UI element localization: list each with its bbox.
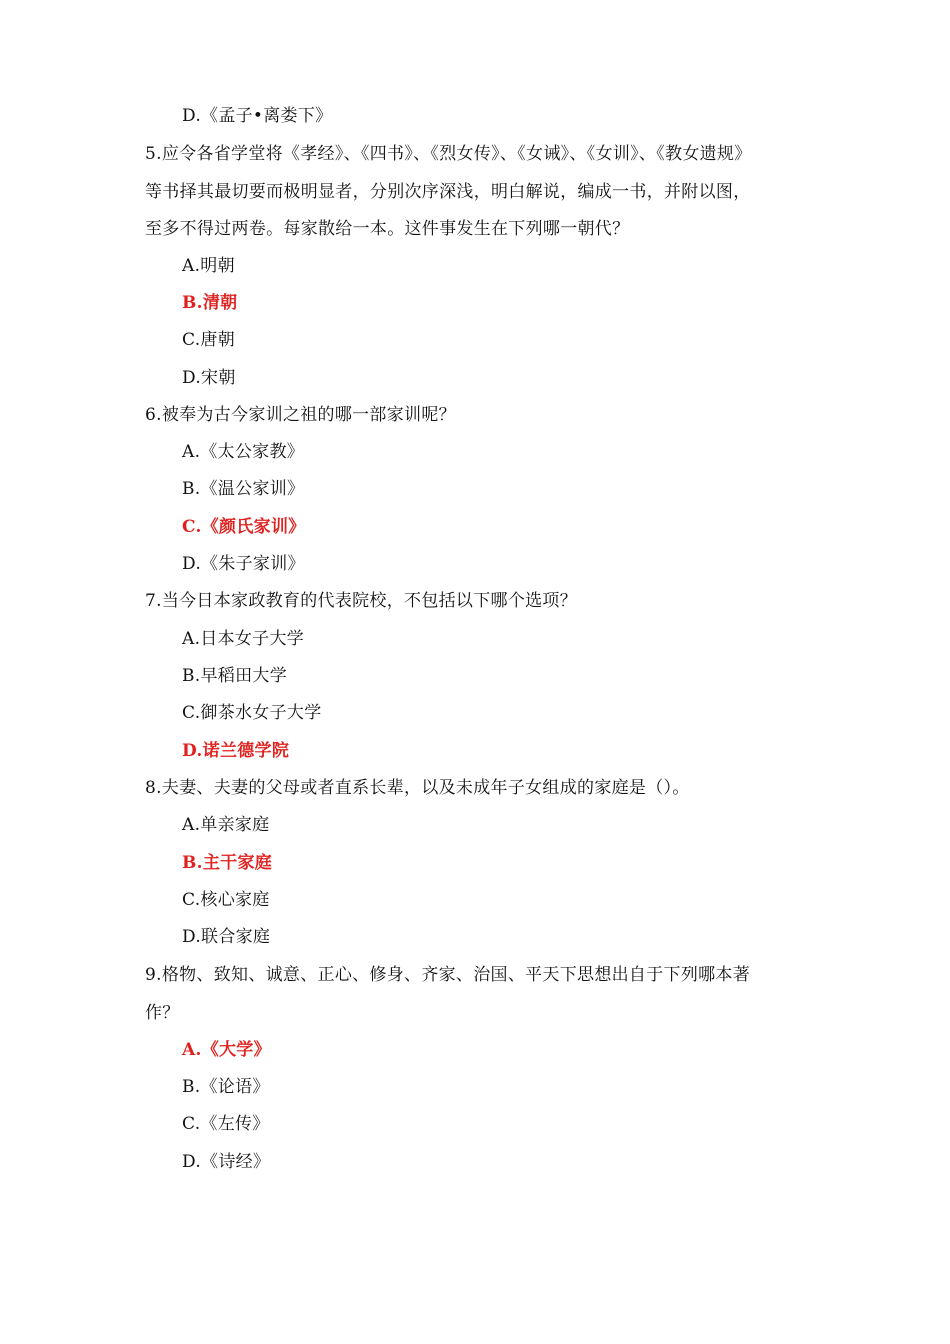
option-d: D.联合家庭 bbox=[182, 927, 271, 947]
option-c: C.《左传》 bbox=[182, 1114, 270, 1134]
option-b-correct-answer: B.清朝 bbox=[182, 293, 238, 313]
option-c: C.唐朝 bbox=[182, 330, 236, 350]
option-a: A.《太公家教》 bbox=[182, 442, 305, 462]
option-b: B.《论语》 bbox=[182, 1077, 270, 1097]
question-stem-line: 8.夫妻、夫妻的父母或者直系长辈，以及未成年子女组成的家庭是（）。 bbox=[145, 778, 690, 798]
option-c: C.御茶水女子大学 bbox=[182, 703, 322, 723]
question-stem-line: 5.应令各省学堂将《孝经》、《四书》、《烈女传》、《女诫》、《女训》、《教女遗规》 bbox=[145, 144, 752, 164]
option-b-correct-answer: B.主干家庭 bbox=[182, 853, 273, 873]
option-a: A.单亲家庭 bbox=[182, 815, 270, 835]
question-stem-line: 6.被奉为古今家训之祖的哪一部家训呢？ bbox=[145, 405, 456, 425]
option-d: D.《诗经》 bbox=[182, 1152, 271, 1172]
option-c: C.核心家庭 bbox=[182, 890, 270, 910]
option-a: A.明朝 bbox=[182, 256, 235, 276]
option-c-correct-answer: C.《颜氏家训》 bbox=[182, 517, 306, 537]
option-b: B.早稻田大学 bbox=[182, 666, 287, 686]
question-stem-line: 至多不得过两卷。每家散给一本。这件事发生在下列哪一朝代？ bbox=[145, 219, 630, 239]
option-prev-d: D.《孟子•离娄下》 bbox=[182, 106, 333, 126]
option-a: A.日本女子大学 bbox=[182, 629, 305, 649]
question-stem-line: 9.格物、致知、诚意、正心、修身、齐家、治国、平天下思想出自于下列哪本著 bbox=[145, 965, 751, 985]
option-d: D.《朱子家训》 bbox=[182, 554, 305, 574]
option-d-correct-answer: D.诺兰德学院 bbox=[182, 741, 290, 761]
question-stem-line: 7.当今日本家政教育的代表院校，不包括以下哪个选项？ bbox=[145, 591, 578, 611]
option-d: D.宋朝 bbox=[182, 368, 236, 388]
option-a-correct-answer: A.《大学》 bbox=[182, 1040, 271, 1060]
question-stem-line: 等书择其最切要而极明显者，分别次序深浅，明白解说，编成一书，并附以图， bbox=[145, 182, 751, 202]
option-b: B.《温公家训》 bbox=[182, 479, 305, 499]
question-stem-line: 作？ bbox=[145, 1003, 180, 1023]
